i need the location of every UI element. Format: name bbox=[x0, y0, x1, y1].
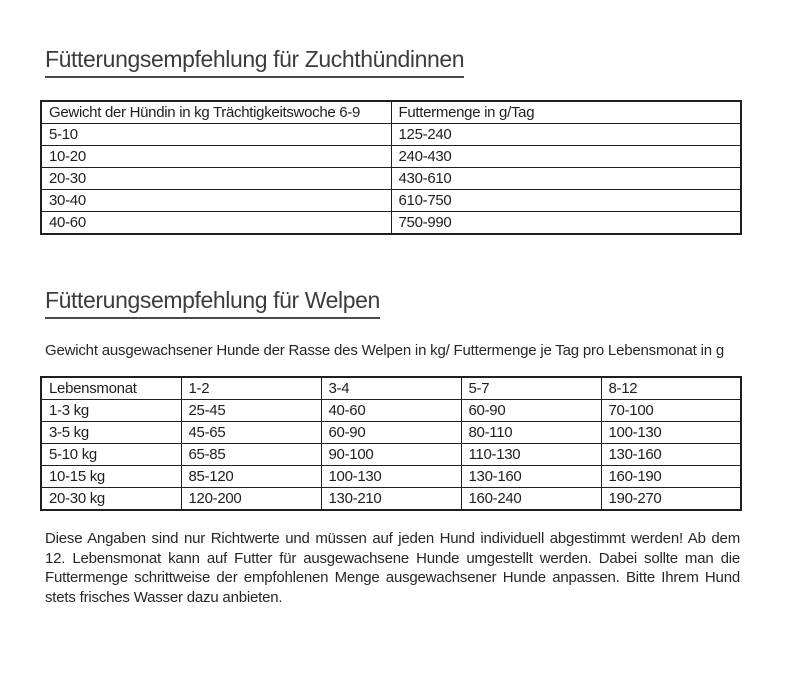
cell-food-amount: 610-750 bbox=[391, 190, 741, 212]
section-title-puppies-text: Fütterungsempfehlung für Welpen bbox=[45, 287, 380, 319]
cell-weight-class: 1-3 kg bbox=[41, 400, 181, 422]
table-row bbox=[41, 190, 741, 212]
table-row bbox=[41, 400, 741, 422]
table-row bbox=[41, 466, 741, 488]
section-title-breeding bbox=[45, 46, 760, 78]
cell-food-amount: 120-200 bbox=[181, 488, 321, 511]
table-row bbox=[41, 168, 741, 190]
footnote-text: Diese Angaben sind nur Richtwerte und müssen auf jeden Hund individuell abgestimmt werden! Ab dem 12. Lebensmonat kann auf Futter für ausgewachsene Hunde umgestellt werden. Dabei sollte man die Futtermenge schrittweise der empfohlenen Menge ausgewachsener Hunde anpassen. Bitte Ihrem Hund stets frisches Wasser dazu anbieten. bbox=[45, 530, 740, 606]
cell-food-amount: 240-430 bbox=[391, 146, 741, 168]
table-row bbox=[41, 444, 741, 466]
cell-weight-class: 3-5 kg bbox=[41, 422, 181, 444]
document-page bbox=[0, 46, 800, 678]
column-header-month-8-12: 8-12 bbox=[601, 377, 741, 400]
section-title-puppies bbox=[45, 287, 760, 319]
cell-food-amount: 100-130 bbox=[321, 466, 461, 488]
table-row bbox=[41, 212, 741, 235]
cell-food-amount: 190-270 bbox=[601, 488, 741, 511]
cell-weight-range: 5-10 bbox=[41, 124, 391, 146]
cell-weight-range: 10-20 bbox=[41, 146, 391, 168]
cell-food-amount: 110-130 bbox=[461, 444, 601, 466]
cell-food-amount: 100-130 bbox=[601, 422, 741, 444]
table-row bbox=[41, 146, 741, 168]
table-row bbox=[41, 124, 741, 146]
cell-weight-class: 10-15 kg bbox=[41, 466, 181, 488]
column-header-month-3-4: 3-4 bbox=[321, 377, 461, 400]
section-title-breeding-text: Fütterungsempfehlung für Zuchthündinnen bbox=[45, 46, 464, 78]
cell-food-amount: 750-990 bbox=[391, 212, 741, 235]
column-header-weight: Gewicht der Hündin in kg Trächtigkeitswoche 6-9 bbox=[41, 101, 391, 124]
cell-food-amount: 60-90 bbox=[461, 400, 601, 422]
cell-food-amount: 45-65 bbox=[181, 422, 321, 444]
table-row bbox=[41, 422, 741, 444]
puppy-feeding-table bbox=[40, 376, 742, 511]
column-header-month-5-7: 5-7 bbox=[461, 377, 601, 400]
table-row bbox=[41, 488, 741, 511]
cell-food-amount: 160-240 bbox=[461, 488, 601, 511]
breeding-feeding-table bbox=[40, 100, 742, 235]
cell-weight-class: 5-10 kg bbox=[41, 444, 181, 466]
cell-food-amount: 130-160 bbox=[601, 444, 741, 466]
cell-food-amount: 65-85 bbox=[181, 444, 321, 466]
cell-food-amount: 430-610 bbox=[391, 168, 741, 190]
column-header-amount: Futtermenge in g/Tag bbox=[391, 101, 741, 124]
column-header-month-1-2: 1-2 bbox=[181, 377, 321, 400]
cell-weight-class: 20-30 kg bbox=[41, 488, 181, 511]
column-header-month: Lebensmonat bbox=[41, 377, 181, 400]
puppies-table-description: Gewicht ausgewachsener Hunde der Rasse des Welpen in kg/ Futtermenge je Tag pro Lebensmonat in g bbox=[45, 342, 724, 359]
cell-food-amount: 125-240 bbox=[391, 124, 741, 146]
cell-food-amount: 25-45 bbox=[181, 400, 321, 422]
cell-food-amount: 70-100 bbox=[601, 400, 741, 422]
cell-food-amount: 85-120 bbox=[181, 466, 321, 488]
table-header-row bbox=[41, 377, 741, 400]
cell-food-amount: 130-160 bbox=[461, 466, 601, 488]
cell-food-amount: 40-60 bbox=[321, 400, 461, 422]
cell-weight-range: 30-40 bbox=[41, 190, 391, 212]
cell-food-amount: 90-100 bbox=[321, 444, 461, 466]
cell-food-amount: 130-210 bbox=[321, 488, 461, 511]
cell-weight-range: 40-60 bbox=[41, 212, 391, 235]
cell-food-amount: 80-110 bbox=[461, 422, 601, 444]
cell-food-amount: 60-90 bbox=[321, 422, 461, 444]
cell-weight-range: 20-30 bbox=[41, 168, 391, 190]
table-header-row bbox=[41, 101, 741, 124]
cell-food-amount: 160-190 bbox=[601, 466, 741, 488]
